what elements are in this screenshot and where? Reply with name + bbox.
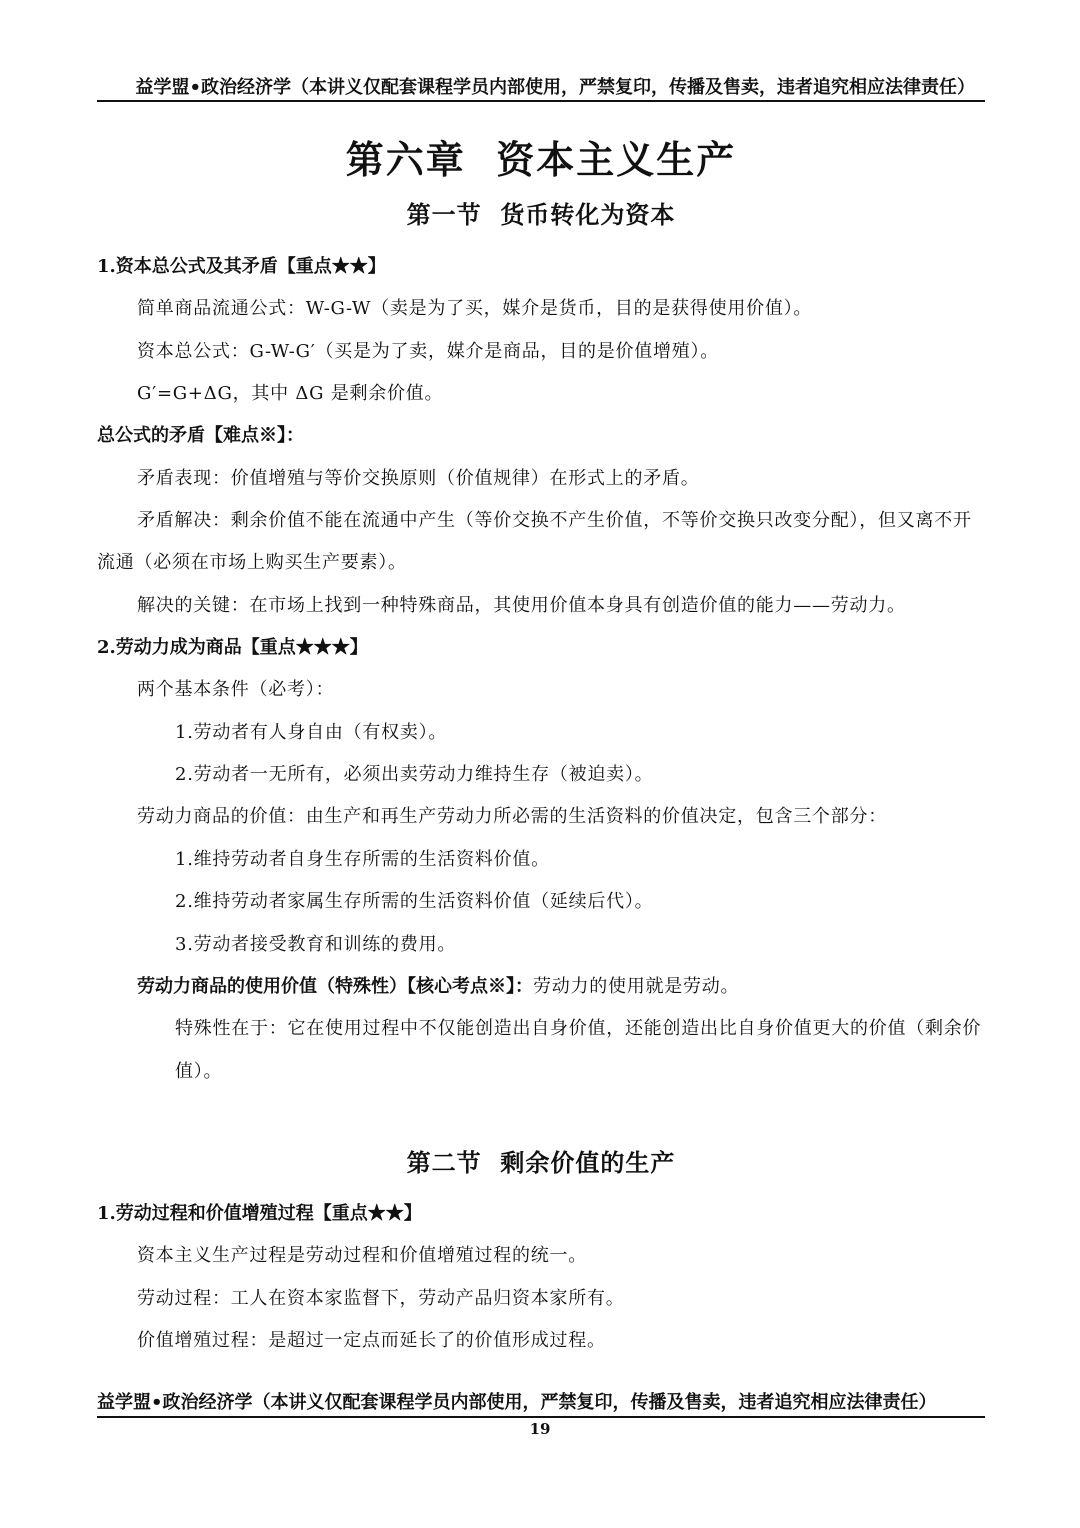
- paragraph-line: 矛盾表现：价值增殖与等价交换原则（价值规律）在形式上的矛盾。: [137, 467, 700, 489]
- section-1-title: 第一节 货币转化为资本: [406, 200, 676, 229]
- section-2-body: [97, 1193, 985, 1362]
- subheading-contradiction: 总公式的矛盾【难点※】：: [97, 425, 304, 447]
- running-footer: 益学盟•政治经济学（本讲义仅配套课程学员内部使用，严禁复印，传播及售卖，违者追究相应法律责任）: [97, 1392, 937, 1413]
- paragraph-line: 价值增殖过程：是超过一定点而延长了的价值形成过程。: [137, 1329, 606, 1351]
- paragraph-line: 资本总公式：G-W-G′（买是为了卖，媒介是商品，目的是价值增殖）。: [137, 340, 720, 362]
- paragraph-line: 特殊性在于：它在使用过程中不仅能创造出自身价值，还能创造出比自身价值更大的价值（剩余价: [175, 1018, 982, 1040]
- list-item: 2.维持劳动者家属生存所需的生活资料价值（延续后代）。: [175, 891, 654, 913]
- topic-heading-labor-power: 2.劳动力成为商品【重点★★★】: [97, 637, 368, 659]
- list-item: 3.劳动者接受教育和训练的费用。: [175, 933, 457, 955]
- paragraph-line: 劳动力商品的价值：由生产和再生产劳动力所必需的生活资料的价值决定，包含三个部分：: [137, 806, 887, 828]
- paragraph-line: 劳动过程：工人在资本家监督下，劳动产品归资本家所有。: [137, 1287, 625, 1309]
- chapter-title: 第六章 资本主义生产: [345, 137, 737, 182]
- paragraph-line: 流通（必须在市场上购买生产要素）。: [97, 552, 407, 574]
- paragraph-line: 解决的关键：在市场上找到一种特殊商品，其使用价值本身具有创造价值的能力——劳动力。: [137, 594, 906, 616]
- header-rule: [97, 100, 985, 102]
- paragraph-line: 简单商品流通公式：W-G-W（卖是为了买，媒介是货币，目的是获得使用价值）。: [137, 298, 813, 320]
- list-item: 1.劳动者有人身自由（有权卖）。: [175, 721, 448, 743]
- list-item: 1.维持劳动者自身生存所需的生活资料价值。: [175, 848, 550, 870]
- topic-heading-labor-process: 1.劳动过程和价值增殖过程【重点★★】: [97, 1202, 422, 1224]
- paragraph-line: 资本主义生产过程是劳动过程和价值增殖过程的统一。: [137, 1245, 587, 1267]
- page-number: 19: [529, 1420, 551, 1438]
- use-value-label: 劳动力商品的使用价值（特殊性）【核心考点※】：: [137, 975, 533, 997]
- paragraph-line: G′=G+ΔG，其中 ΔG 是剩余价值。: [137, 382, 444, 404]
- list-item: 2.劳动者一无所有，必须出卖劳动力维持生存（被迫卖）。: [175, 764, 654, 786]
- use-value-text: 劳动力的使用就是劳动。: [533, 975, 740, 997]
- paragraph-line: 矛盾解决：剩余价值不能在流通中产生（等价交换不产生价值，不等价交换只改变分配），但又离不开: [137, 509, 972, 531]
- paragraph-line: 两个基本条件（必考）：: [137, 679, 335, 701]
- footer-rule: [97, 1416, 985, 1418]
- paragraph-line: 值）。: [175, 1060, 223, 1082]
- section-1-body: [97, 246, 985, 1093]
- use-value-line: [97, 966, 985, 1008]
- topic-heading-general-formula: 1.资本总公式及其矛盾【重点★★】: [97, 255, 386, 277]
- section-2-title: 第二节 剩余价值的生产: [406, 1148, 676, 1177]
- running-header: 益学盟•政治经济学（本讲义仅配套课程学员内部使用，严禁复印，传播及售卖，违者追究相应法律责任）: [135, 77, 975, 98]
